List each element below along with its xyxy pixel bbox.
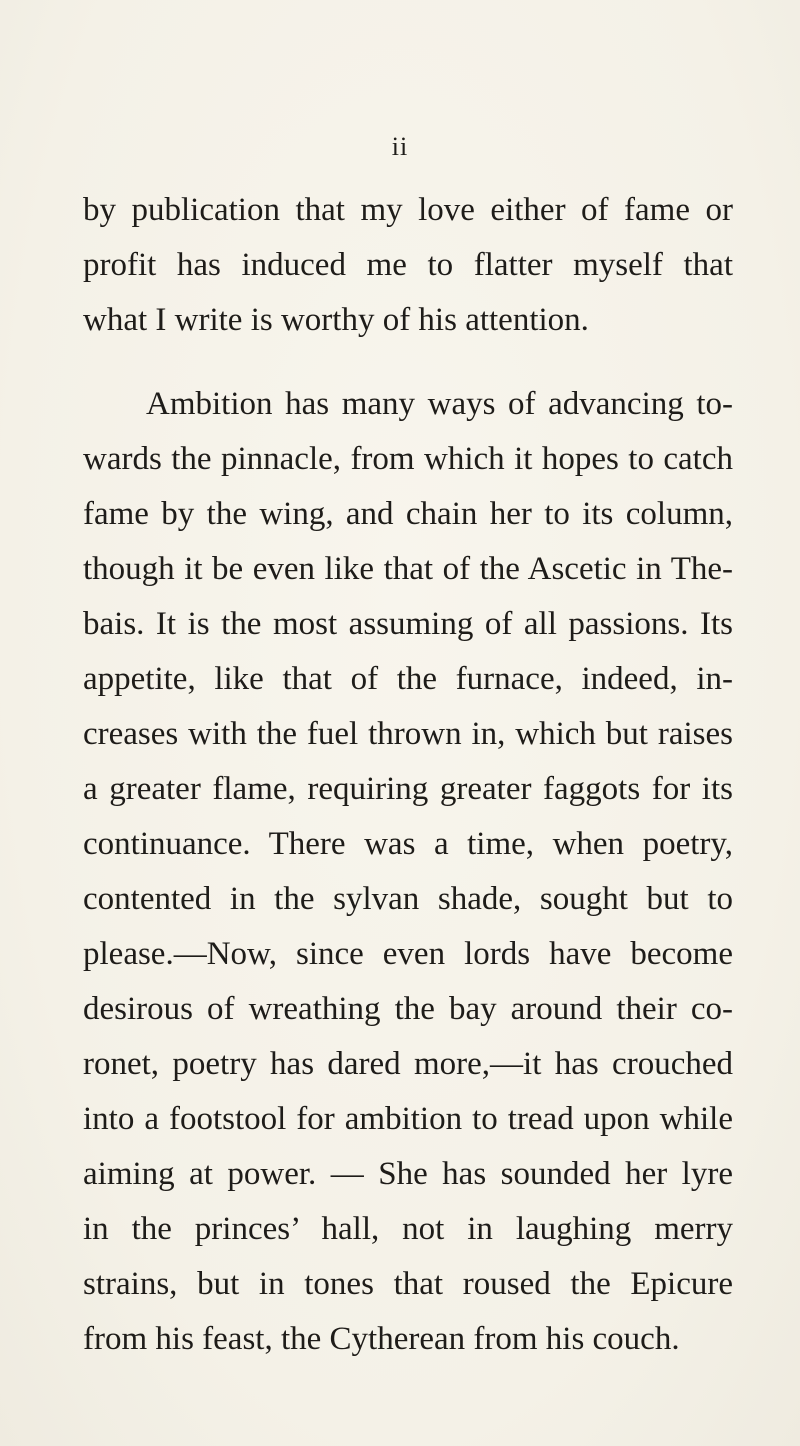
text-line: in the princes’ hall, not in laughing merry — [83, 1211, 733, 1247]
text-line: Ambition has many ways of advancing to- — [146, 386, 733, 422]
text-line: a greater flame, requiring greater faggots for its — [83, 771, 733, 807]
text-line: bais. It is the most assuming of all passions. Its — [83, 606, 733, 642]
text-line: profit has induced me to flatter myself that — [83, 247, 733, 283]
text-line: aiming at power. — She has sounded her lyre — [83, 1156, 733, 1192]
text-line: appetite, like that of the furnace, indeed, in- — [83, 661, 733, 697]
text-line: into a footstool for ambition to tread upon while — [83, 1101, 733, 1137]
text-line: though it be even like that of the Ascetic in The- — [83, 551, 733, 587]
text-line: by publication that my love either of fame or — [83, 192, 733, 228]
text-line: strains, but in tones that roused the Epicure — [83, 1266, 733, 1302]
text-line: from his feast, the Cytherean from his couch. — [83, 1321, 680, 1357]
text-line: ronet, poetry has dared more,—it has crouched — [83, 1046, 733, 1082]
text-line: please.—Now, since even lords have become — [83, 936, 733, 972]
text-line: what I write is worthy of his attention. — [83, 302, 589, 338]
text-line: desirous of wreathing the bay around their co- — [83, 991, 733, 1027]
text-line: contented in the sylvan shade, sought but to — [83, 881, 733, 917]
text-line: creases with the fuel thrown in, which but raises — [83, 716, 733, 752]
text-line: fame by the wing, and chain her to its column, — [83, 496, 733, 532]
page-number: ii — [391, 132, 409, 161]
text-line: wards the pinnacle, from which it hopes to catch — [83, 441, 733, 477]
text-line: continuance. There was a time, when poetry, — [83, 826, 733, 862]
